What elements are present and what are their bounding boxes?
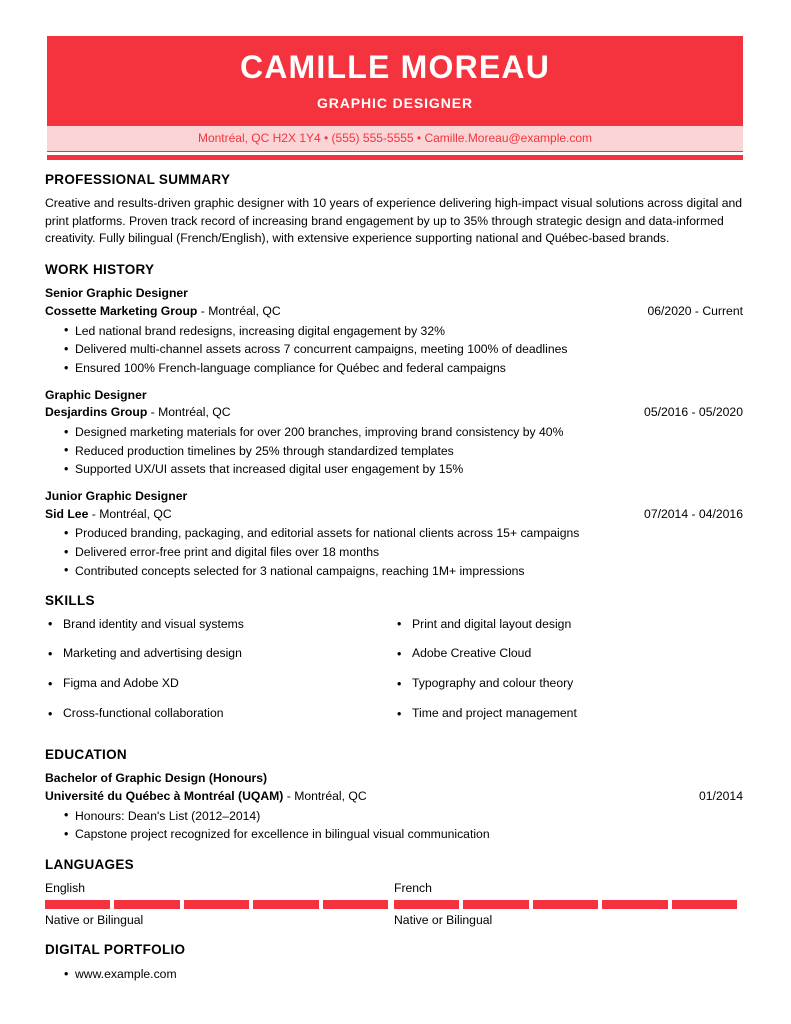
job-title-band (47, 96, 743, 125)
section-title-languages: LANGUAGES (45, 856, 134, 872)
list-item: • Honours: Dean's List (2012–2014) (45, 807, 743, 826)
section-title-education: EDUCATION (45, 747, 127, 763)
page-title: CAMILLE MOREAU (239, 49, 551, 85)
summary-text: Creative and results-driven graphic designer with 10 years of experience delivering high-impact visual solutions across digital and print platforms. Proven track record of increasing brand engagement by up to 35% through strategic design and data-informed creativity. Fully bilingual (French/English), with extensive experience supporting national and Québec-based brands. (45, 196, 743, 245)
work-location: - Montréal, QC (88, 506, 172, 521)
proficiency-segment (253, 900, 318, 909)
work-role: Junior Graphic Designer (45, 489, 188, 504)
section-title-work-history: WORK HISTORY (45, 262, 155, 278)
section-digital-portfolio (45, 942, 743, 983)
education-school-location (45, 788, 367, 806)
education-location: - Montréal, QC (283, 788, 367, 803)
section-title-summary: PROFESSIONAL SUMMARY (45, 172, 231, 187)
education-school-line (45, 788, 743, 806)
list-item: • Time and project management (394, 706, 743, 722)
work-role: Senior Graphic Designer (45, 286, 188, 301)
section-professional-summary (45, 172, 743, 247)
work-bullets (45, 322, 743, 378)
list-item: • Produced branding, packaging, and editorial assets for national clients across 15+ campaigns (45, 524, 743, 543)
proficiency-segment (463, 900, 528, 909)
education-degree: Bachelor of Graphic Design (Honours) (45, 771, 268, 786)
skills-list-right (394, 617, 743, 722)
work-location: - Montréal, QC (147, 405, 231, 420)
skills-column-left (45, 617, 394, 736)
language-proficiency-bar (394, 900, 737, 909)
language-name: English (45, 881, 85, 896)
work-company-line (45, 404, 743, 422)
education-entry (45, 770, 743, 844)
work-company-location (45, 303, 281, 321)
work-entry (45, 285, 743, 377)
proficiency-segment (114, 900, 179, 909)
education-school: Université du Québec à Montréal (UQAM) (45, 788, 284, 803)
proficiency-segment (184, 900, 249, 909)
language-proficiency-bar (45, 900, 388, 909)
list-item: • Adobe Creative Cloud (394, 646, 743, 662)
section-languages (45, 857, 743, 928)
list-item: • Delivered error-free print and digital files over 18 months (45, 543, 743, 562)
education-bullets (45, 807, 743, 844)
header-job-title: GRAPHIC DESIGNER (317, 94, 473, 111)
proficiency-segment (45, 900, 110, 909)
header-divider-rule (47, 155, 743, 160)
skills-grid (45, 617, 743, 736)
education-date: 01/2014 (698, 788, 743, 803)
language-level: Native or Bilingual (394, 912, 493, 927)
language-name: French (394, 881, 432, 896)
resume-header (47, 36, 743, 160)
list-item: • Designed marketing materials for over 200 branches, improving brand consistency by 40% (45, 423, 743, 442)
portfolio-list (45, 965, 743, 983)
work-dates: 05/2016 - 05/2020 (644, 405, 743, 420)
list-item: • Typography and colour theory (394, 676, 743, 692)
proficiency-segment (672, 900, 737, 909)
list-item: • Reduced production timelines by 25% through standardized templates (45, 442, 743, 461)
work-bullets (45, 423, 743, 479)
work-company-location (45, 506, 172, 524)
work-entry (45, 488, 743, 580)
proficiency-segment (602, 900, 667, 909)
list-item: • Capstone project recognized for excellence in bilingual visual communication (45, 825, 743, 844)
work-location: - Montréal, QC (197, 304, 281, 319)
work-company: Sid Lee (45, 506, 89, 521)
skills-list-left (45, 617, 394, 722)
list-item: • Ensured 100% French-language compliance for Québec and federal campaigns (45, 359, 743, 378)
work-company-line (45, 303, 743, 321)
section-title-portfolio: DIGITAL PORTFOLIO (45, 942, 186, 958)
language-entry-french (394, 880, 743, 928)
language-entry-english (45, 880, 394, 928)
list-item: • Cross-functional collaboration (45, 706, 394, 722)
name-band (47, 36, 743, 96)
section-title-skills: SKILLS (45, 593, 95, 609)
list-item: • Contributed concepts selected for 3 national campaigns, reaching 1M+ impressions (45, 562, 743, 581)
skills-column-right (394, 617, 743, 736)
work-dates: 06/2020 - Current (647, 304, 743, 319)
work-company-line (45, 506, 743, 524)
work-role: Graphic Designer (45, 387, 147, 402)
language-level: Native or Bilingual (45, 912, 144, 927)
contact-band (47, 125, 743, 152)
resume-body (45, 172, 743, 984)
list-item: • Supported UX/UI assets that increased digital user engagement by 15% (45, 460, 743, 479)
proficiency-segment (394, 900, 459, 909)
work-bullets (45, 524, 743, 580)
section-work-history (45, 262, 743, 580)
list-item: • Print and digital layout design (394, 617, 743, 633)
list-item: • Figma and Adobe XD (45, 676, 394, 692)
proficiency-segment (323, 900, 388, 909)
list-item: • Led national brand redesigns, increasing digital engagement by 32% (45, 322, 743, 341)
work-entry (45, 387, 743, 479)
section-education (45, 747, 743, 844)
list-item: • Marketing and advertising design (45, 646, 394, 662)
work-company-location (45, 404, 231, 422)
languages-grid (45, 880, 743, 928)
section-skills (45, 593, 743, 736)
work-company: Cossette Marketing Group (45, 304, 198, 319)
list-item: • Brand identity and visual systems (45, 617, 394, 633)
list-item: • Delivered multi-channel assets across 7 concurrent campaigns, meeting 100% of deadlines (45, 340, 743, 359)
portfolio-link[interactable]: • www.example.com (45, 965, 743, 983)
work-dates: 07/2014 - 04/2016 (644, 506, 743, 521)
contact-line: Montréal, QC H2X 1Y4 • (555) 555-5555 • Camille.Moreau@example.com (197, 130, 593, 145)
work-company: Desjardins Group (45, 405, 148, 420)
proficiency-segment (533, 900, 598, 909)
